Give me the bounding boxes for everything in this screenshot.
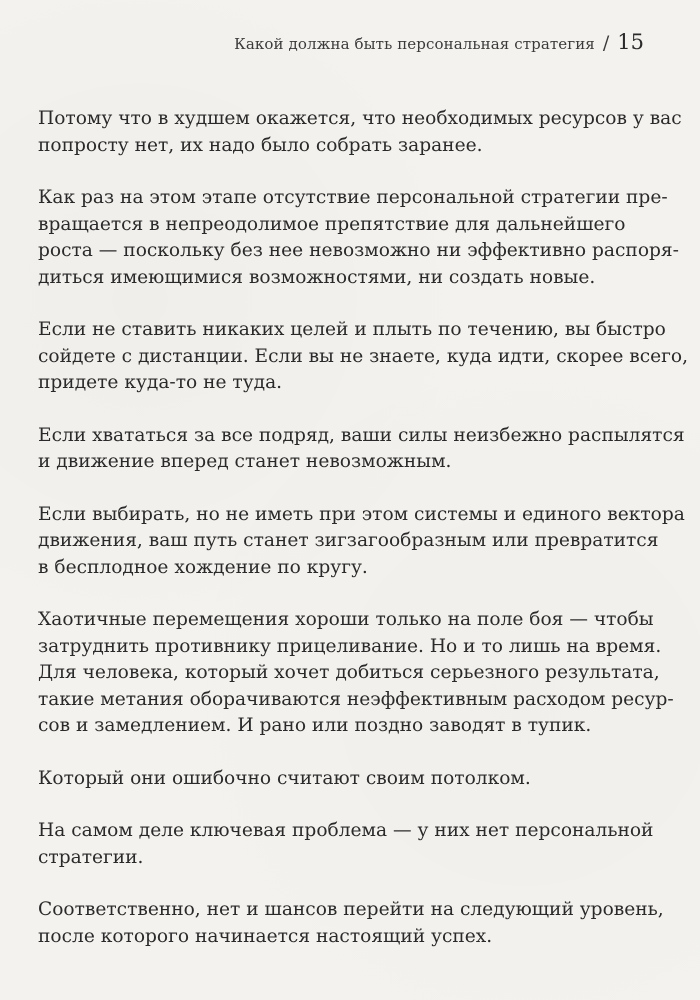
text-line: сойдете с дистанции. Если вы не знаете, куда идти, скорее всего, bbox=[38, 345, 689, 367]
text-line: Если выбирать, но не иметь при этом системы и единого вектора bbox=[38, 503, 685, 525]
text-line: попросту нет, их надо было собрать заранее. bbox=[38, 134, 483, 156]
paragraph bbox=[38, 766, 660, 793]
paragraph bbox=[38, 818, 660, 871]
running-header bbox=[234, 30, 644, 54]
page-number: 15 bbox=[617, 30, 644, 54]
paragraph bbox=[38, 502, 685, 582]
paragraph bbox=[38, 185, 679, 291]
text-line: вращается в непреодолимое препятствие для дальнейшего bbox=[38, 213, 626, 235]
text-line: Если хвататься за все подряд, ваши силы неизбежно распылятся bbox=[38, 424, 685, 446]
header-separator: / bbox=[602, 32, 610, 54]
text-line: Как раз на этом этапе отсутствие персональной стратегии пре- bbox=[38, 187, 668, 208]
text-line: Потому что в худшем окажется, что необходимых ресурсов у вас bbox=[38, 108, 682, 129]
paragraph bbox=[38, 423, 685, 476]
paragraph bbox=[38, 607, 674, 740]
text-line: стратегии. bbox=[38, 846, 144, 868]
text-line: роста — поскольку без нее невозможно ни эффективно распоря- bbox=[38, 240, 679, 261]
text-line: На самом деле ключевая проблема — у них нет персональной bbox=[38, 820, 654, 841]
text-line: диться имеющимися возможностями, ни создать новые. bbox=[38, 266, 596, 288]
text-line: Который они ошибочно считают своим потолком. bbox=[38, 767, 531, 789]
paragraph bbox=[38, 106, 682, 159]
text-line: придете куда-то не туда. bbox=[38, 372, 283, 393]
paragraph bbox=[38, 317, 689, 397]
page-body bbox=[38, 106, 689, 976]
text-line: Если не ставить никаких целей и плыть по течению, вы быстро bbox=[38, 319, 666, 340]
text-line: после которого начинается настоящий успех. bbox=[38, 925, 493, 947]
text-line: сов и замедлением. И рано или поздно заводят в тупик. bbox=[38, 715, 592, 736]
text-line: Соответственно, нет и шансов перейти на следующий уровень, bbox=[38, 899, 664, 920]
text-line: в бесплодное хождение по кругу. bbox=[38, 556, 368, 578]
text-line: такие метания оборачиваются неэффективным расходом ресур- bbox=[38, 688, 674, 710]
text-line: движения, ваш путь станет зигзагообразным или превратится bbox=[38, 530, 659, 551]
running-title: Какой должна быть персональная стратегия bbox=[234, 35, 595, 53]
text-line: Хаотичные перемещения хороши только на поле боя — чтобы bbox=[38, 609, 654, 630]
text-line: Для человека, который хочет добиться серьезного результата, bbox=[38, 662, 660, 683]
text-line: и движение вперед станет невозможным. bbox=[38, 451, 452, 472]
text-line: затруднить противнику прицеливание. Но и то лишь на время. bbox=[38, 635, 662, 657]
paragraph bbox=[38, 897, 664, 950]
